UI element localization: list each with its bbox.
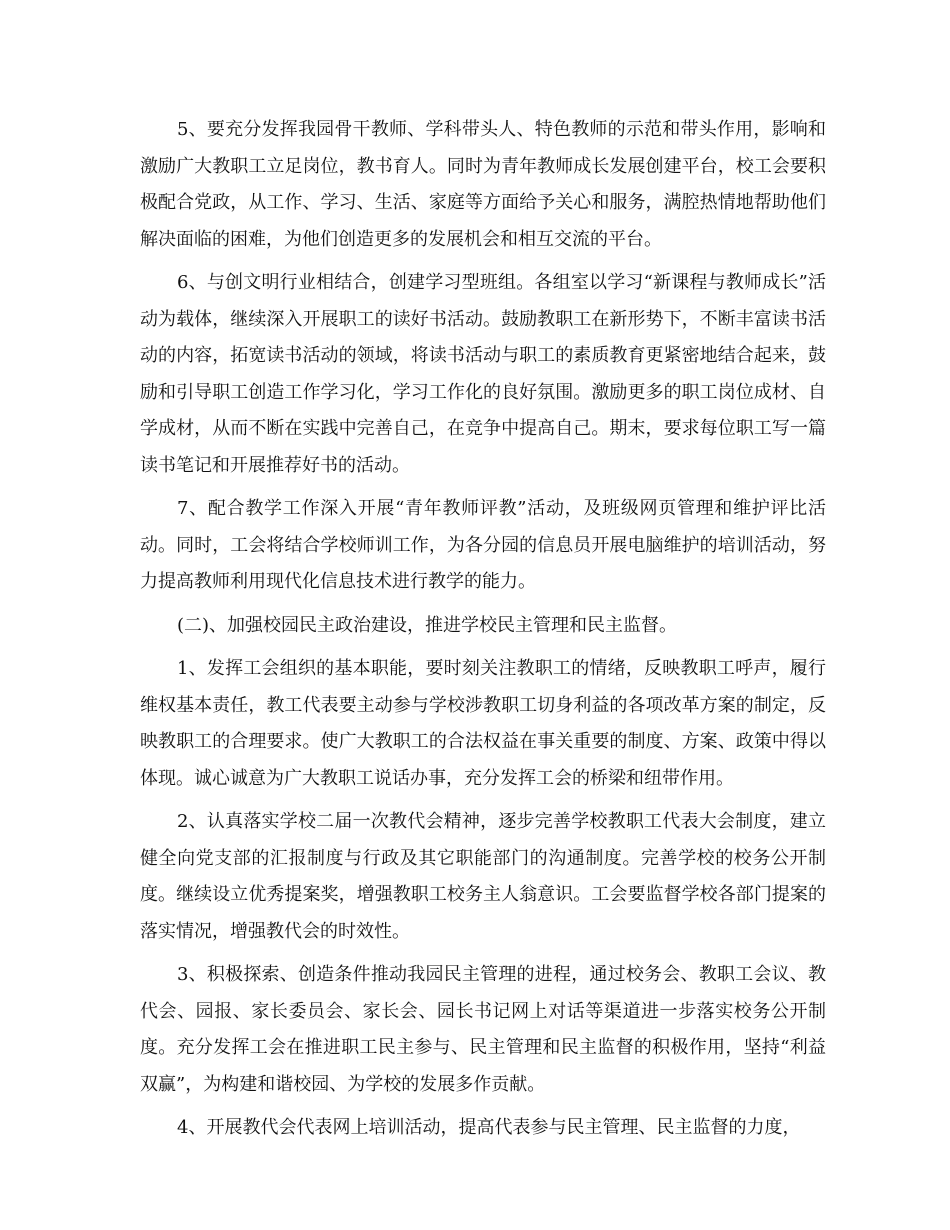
paragraph-item-5: 5、要充分发挥我园骨干教师、学科带头人、特色教师的示范和带头作用，影响和激励广大教职工立足岗位，教书育人。同时为青年教师成长发展创建平台，校工会要积极配合党政，从工作、学习、生活、家庭等方面给予关心和服务，满腔热情地帮助他们解决面临的困难，为他们创造更多的发展机会和相互交流的平台。: [140, 119, 826, 250]
document-body: [140, 112, 826, 1154]
paragraph-item-1: 1、发挥工会组织的基本职能，要时刻关注教职工的情绪，反映教职工呼声，履行维权基本责任，教工代表要主动参与学校涉教职工切身利益的各项改革方案的制定，反映教职工的合理要求。使广大教职工的合法权益在事关重要的制度、方案、政策中得以体现。诚心诚意为广大教职工说话办事，充分发挥工会的桥梁和纽带作用。: [140, 658, 826, 789]
paragraph-item-7: 7、配合教学工作深入开展“青年教师评教”活动，及班级网页管理和维护评比活动。同时，工会将结合学校师训工作，为各分园的信息员开展电脑维护的培训活动，努力提高教师利用现代化信息技术进行教学的能力。: [140, 498, 826, 592]
paragraph-item-3: 3、积极探索、创造条件推动我园民主管理的进程，通过校务会、教职工会议、教代会、园报、家长委员会、家长会、园长书记网上对话等渠道进一步落实校务公开制度。充分发挥工会在推进职工民主参与、民主管理和民主监督的积极作用，坚持“利益双赢”，为构建和谐校园、为学校的发展多作贡献。: [140, 964, 826, 1095]
paragraph-item-6: 6、与创文明行业相结合，创建学习型班组。各组室以学习“新课程与教师成长”活动为载体，继续深入开展职工的读好书活动。鼓励教职工在新形势下，不断丰富读书活动的内容，拓宽读书活动的领域，将读书活动与职工的素质教育更紧密地结合起来，鼓励和引导职工创造工作学习化，学习工作化的良好氛围。激励更多的职工岗位成材、自学成材，从而不断在实践中完善自己，在竞争中提高自己。期末，要求每位职工写一篇读书笔记和开展推荐好书的活动。: [140, 272, 826, 476]
paragraph-item-2: 2、认真落实学校二届一次教代会精神，逐步完善学校教职工代表大会制度，建立健全向党支部的汇报制度与行政及其它职能部门的沟通制度。完善学校的校务公开制度。继续设立优秀提案奖，增强教职工校务主人翁意识。工会要监督学校各部门提案的落实情况，增强教代会的时效性。: [140, 811, 826, 942]
section-heading-2: (二)、加强校园民主政治建设，推进学校民主管理和民主监督。: [177, 614, 678, 636]
paragraph-item-4: 4、开展教代会代表网上培训活动，提高代表参与民主管理、民主监督的力度，: [177, 1117, 801, 1138]
